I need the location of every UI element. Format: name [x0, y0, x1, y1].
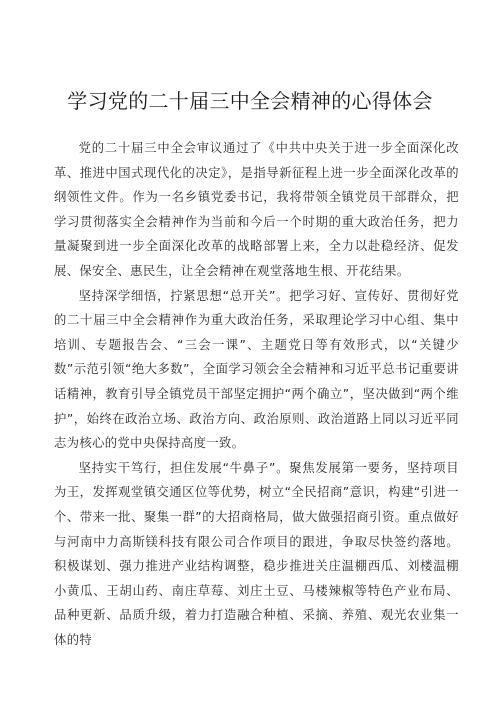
paragraph-intro: 党的二十届三中全会审议通过了《中共中央关于进一步全面深化改革、推进中国式现代化的决定》，是指导新征程上进一步全面深化改革的纲领性文件。作为一名乡镇党委书记，我将带领全镇党员干部群众，把学习贯彻落实全会精神作为当前和今后一个时期的重大政治任务，把力量凝聚到进一步全面深化改革的战略部署上来，全力以赴稳经济、促发展、保安全、惠民生，让全会精神在观堂落地生根、开花结果。	[54, 141, 459, 278]
paragraph-study: 坚持深学细悟，拧紧思想“总开关”。把学习好、宣传好、贯彻好党的二十届三中全会精神作为重大政治任务，采取理论学习中心组、集中培训、专题报告会、“三会一课”、主题党日等有效形式，以“关键少数”示范引领“绝大多数”，全面学习领会全会精神和习近平总书记重要讲话精神，教育引导全镇党员干部坚定拥护“两个确立”，坚决做到“两个维护”，始终在政治立场、政治方向、政治原则、政治道路上同以习近平同志为核心的党中央保持高度一致。	[54, 288, 459, 451]
paragraph-practice: 坚持实干笃行，担住发展“牛鼻子”。聚焦发展第一要务，坚持项目为王，发挥观堂镇交通区位等优势，树立“全民招商”意识，构建“引进一个、带来一批、聚集一群”的大招商格局，做大做强招商引资。重点做好与河南中力高斯镁科技有限公司合作项目的跟进，争取尽快签约落地。积极谋划、强力推进产业结构调整，稳步推进关庄温棚西瓜、刘楼温棚小黄瓜、王胡山药、南庄草莓、刘庄土豆、马楼辣椒等特色产业布局、品种更新、品质升级，着力打造融合种植、采摘、养殖、观光农业集一体的特	[54, 460, 459, 647]
document-title: 学习党的二十届三中全会精神的心得体会	[67, 89, 433, 113]
document-body	[54, 136, 459, 652]
